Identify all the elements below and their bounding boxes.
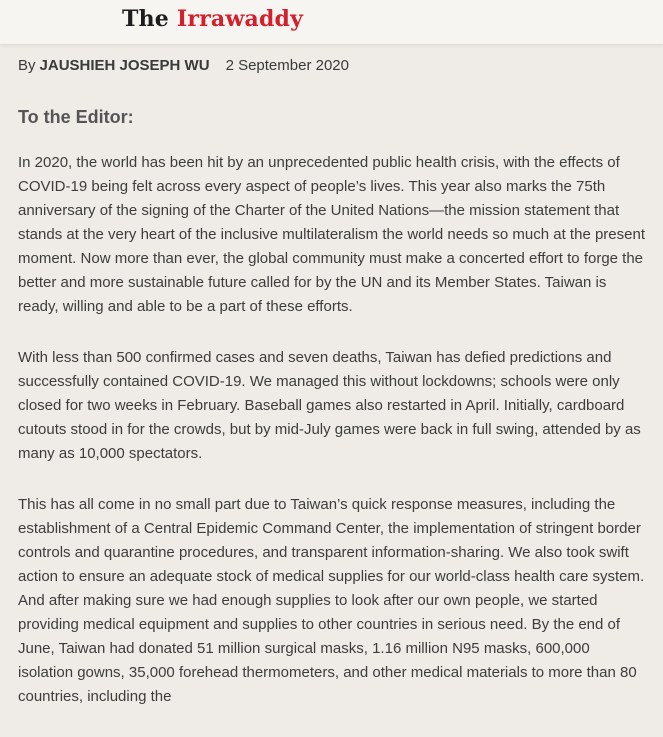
logo-irrawaddy: Irrawaddy (176, 6, 304, 32)
byline-by-label: By (18, 57, 36, 74)
publish-date: 2 September 2020 (225, 57, 349, 74)
article-paragraph-3: This has all come in no small part due to Taiwan’s quick response measures, including the establishment of a Central Epidemic Command Center, the implementation of stringent border controls and quarantine procedures, and transparent information-sharing. We also took swift action to ensure an adequate stock of medical supplies for our world-class health care system. And after making sure we had enough supplies to look after our own people, we started providing medical equipment and supplies to other countries in serious need. By the end of June, Taiwan had donated 51 million surgical masks, 1.16 million N95 masks, 600,000 isolation gowns, 35,000 forehead thermometers, and other medical materials to more than 80 countries, including the (18, 496, 645, 705)
logo-the: The (122, 6, 169, 32)
letter-salutation: To the Editor: (18, 107, 134, 127)
site-logo[interactable] (122, 6, 303, 32)
article-body (0, 55, 663, 709)
article-paragraph-1: In 2020, the world has been hit by an unprecedented public health crisis, with the effects of COVID-19 being felt across every aspect of people’s lives. This year also marks the 75th anniversary of the signing of the Charter of the United Nations—the mission statement that stands at the very heart of the inclusive multilateralism the world needs so much at the present moment. Now more than ever, the global community must make a concerted effort to forge the better and more sustainable future called for by the UN and its Member States. Taiwan is ready, willing and able to be a part of these efforts. (18, 154, 645, 315)
article-paragraph-2: With less than 500 confirmed cases and seven deaths, Taiwan has defied predictions and successfully contained COVID-19. We managed this without lockdowns; schools were only closed for two weeks in February. Baseball games also restarted in April. Initially, cardboard cutouts stood in for the crowds, but by mid-July games were back in full swing, attended by as many as 10,000 spectators. (18, 349, 641, 462)
byline (18, 55, 645, 77)
author-link[interactable]: JAUSHIEH JOSEPH WU (39, 57, 210, 74)
site-header (0, 0, 663, 45)
